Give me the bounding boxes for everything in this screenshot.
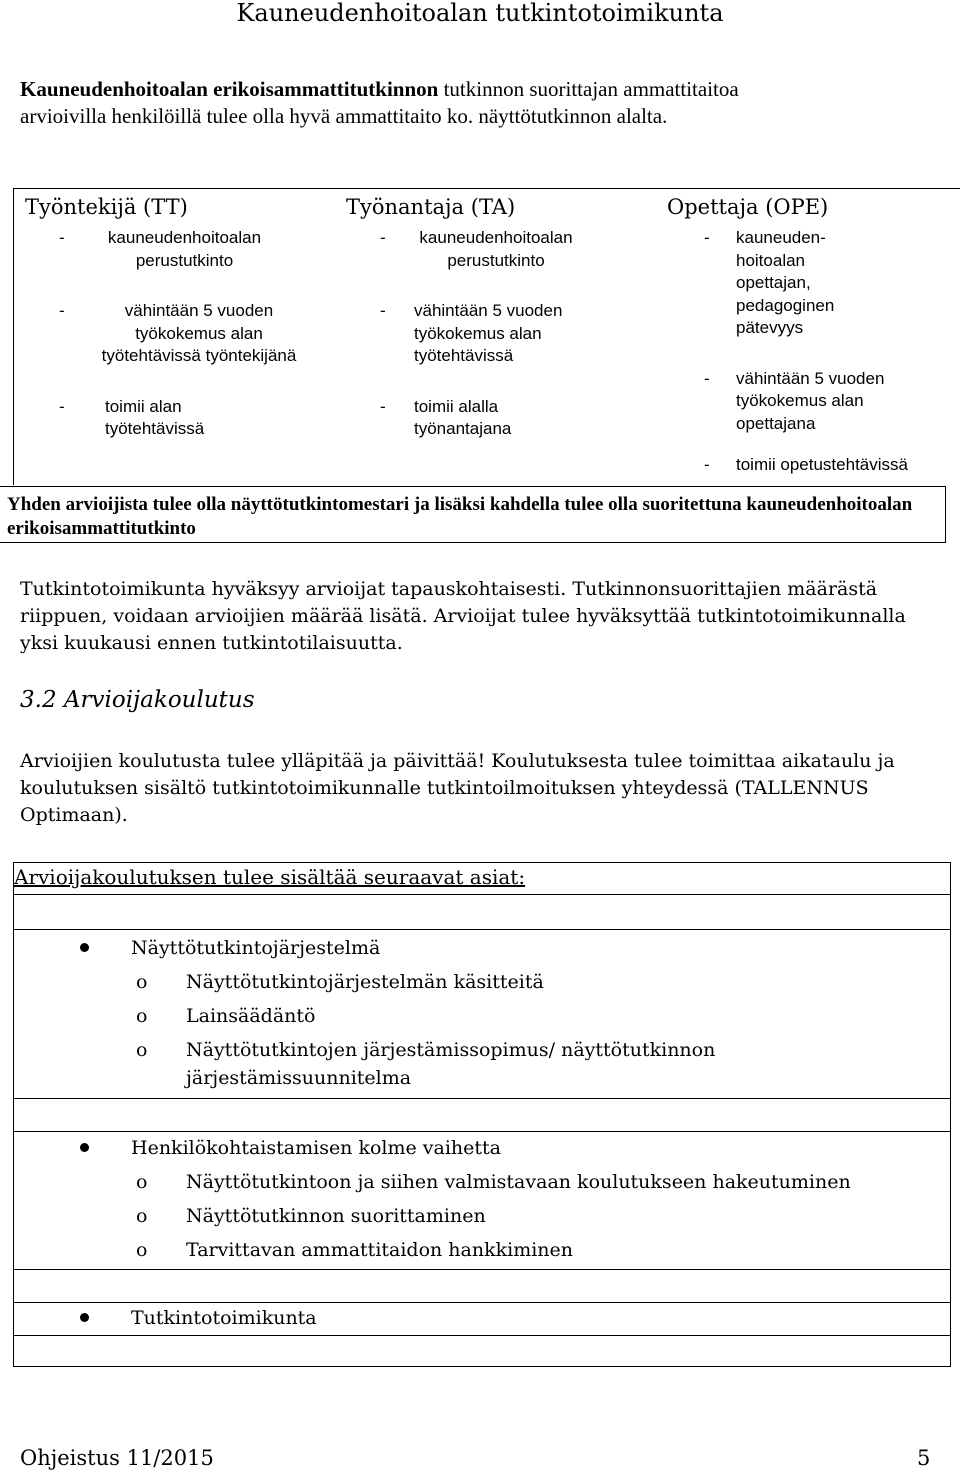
- assessor-note-box: [0, 486, 946, 543]
- list-item: - vähintään 5 vuoden työkokemus alan työtehtävissä: [380, 301, 563, 365]
- assessor-note: Yhden arvioijista tulee olla näyttötutkintomestari ja lisäksi kahdella tulee olla suoritettuna kauneudenhoitoalan erikoisammattitutkinto: [7, 494, 913, 539]
- divider: [14, 894, 950, 895]
- dash-marker: -: [59, 396, 65, 416]
- circle-bullet-icon: o: [136, 1171, 148, 1193]
- training-title: Arvioijakoulutuksen tulee sisältää seuraavat asiat:: [14, 865, 526, 889]
- column-ta: [380, 227, 640, 441]
- column-heading-ta: Työnantaja (TA): [346, 195, 516, 219]
- divider: [14, 1335, 950, 1336]
- list-item: - kauneudenhoitoalan perustutkinto: [380, 228, 573, 270]
- column-ope: [704, 227, 954, 477]
- dash-marker: -: [704, 228, 710, 247]
- list-item: - kauneuden-hoitoalan opettajan, pedagoginen pätevyys: [704, 228, 835, 337]
- list-item: - toimii alan työtehtävissä: [59, 396, 205, 438]
- list-item: - kauneudenhoitoalan perustutkinto: [59, 228, 262, 270]
- section-paragraph: Arvioijien koulutusta tulee ylläpitää ja päivittää! Koulutuksesta tulee toimittaa aikataulu ja koulutuksen sisältö tutkintotoimikunnalle tutkintoilmoituksen yhteydessä (TALLENNUS Optimaan).: [20, 750, 895, 826]
- footer-document-id: Ohjeistus 11/2015: [20, 1446, 214, 1470]
- list-item: - toimii opetustehtävissä: [704, 454, 954, 477]
- list-item: - vähintään 5 vuoden työkokemus alan opettajana: [704, 368, 885, 433]
- page-header-title: Kauneudenhoitoalan tutkintotoimikunta: [236, 0, 724, 27]
- divider: [14, 929, 950, 930]
- dash-marker: -: [704, 455, 710, 474]
- training-content-frame: Arvioijakoulutuksen tulee sisältää seuraavat asiat: Näyttötutkintojärjestelmä o Näyttötutkintojärjestelmän käsitteitä o Lainsäädäntö o Näyttötutkintojen järjestämissopimus/ näyttötutkinnon järjestämissuunnitelma Henkilökohtaistamisen kolme vaihetta o Näyttötutkintoon ja siihen valmistavaan koulutukseen hakeutuminen o Näyttötutkinnon suorittaminen o Tarvittavan ammattitaidon hankkiminen Tutkintotoimikunta: [13, 862, 951, 1367]
- circle-bullet-icon: o: [136, 1239, 148, 1261]
- dash-marker: -: [380, 301, 386, 320]
- footer-page-number: 5: [917, 1446, 931, 1470]
- dash-marker: -: [380, 228, 386, 247]
- section-heading: 3.2 Arvioijakoulutus: [20, 687, 255, 713]
- requirements-table: [13, 188, 960, 485]
- intro-bold: Kauneudenhoitoalan erikoisammattitutkinnon: [20, 77, 439, 101]
- divider: [14, 1098, 950, 1099]
- circle-bullet-icon: o: [136, 1005, 148, 1027]
- list-item: - toimii alalla työnantajana: [380, 396, 512, 438]
- intro-rest: tutkinnon suorittajan ammattitaitoa arvioivilla henkilöillä tulee olla hyvä ammattitaito ko. näyttötutkinnon alalta.: [20, 77, 739, 128]
- approval-paragraph: Tutkintotoimikunta hyväksyy arvioijat tapauskohtaisesti. Tutkinnonsuorittajien määrästä riippuen, voidaan arvioijien määrää lisätä. Arvioijat tulee hyväksyttää tutkintotoimikunnalla yksi kuukausi ennen tutkintotilaisuutta.: [20, 578, 906, 654]
- column-heading-ope: Opettaja (OPE): [667, 195, 829, 219]
- list-item: - vähintään 5 vuoden työkokemus alan työtehtävissä työntekijänä: [59, 301, 297, 365]
- bullet-icon: [80, 943, 89, 952]
- circle-bullet-icon: o: [136, 971, 148, 993]
- intro-paragraph: [20, 76, 740, 130]
- dash-marker: -: [380, 396, 386, 416]
- divider: [14, 1131, 950, 1132]
- divider: [14, 1269, 950, 1270]
- circle-bullet-icon: o: [136, 1039, 148, 1061]
- bullet-icon: [80, 1143, 89, 1152]
- bullet-icon: [80, 1313, 89, 1322]
- divider: [14, 1302, 950, 1303]
- circle-bullet-icon: o: [136, 1205, 148, 1227]
- column-heading-tt: Työntekijä (TT): [25, 195, 188, 219]
- dash-marker: -: [59, 301, 65, 320]
- column-tt: [59, 227, 319, 441]
- dash-marker: -: [704, 368, 710, 388]
- dash-marker: -: [59, 228, 65, 247]
